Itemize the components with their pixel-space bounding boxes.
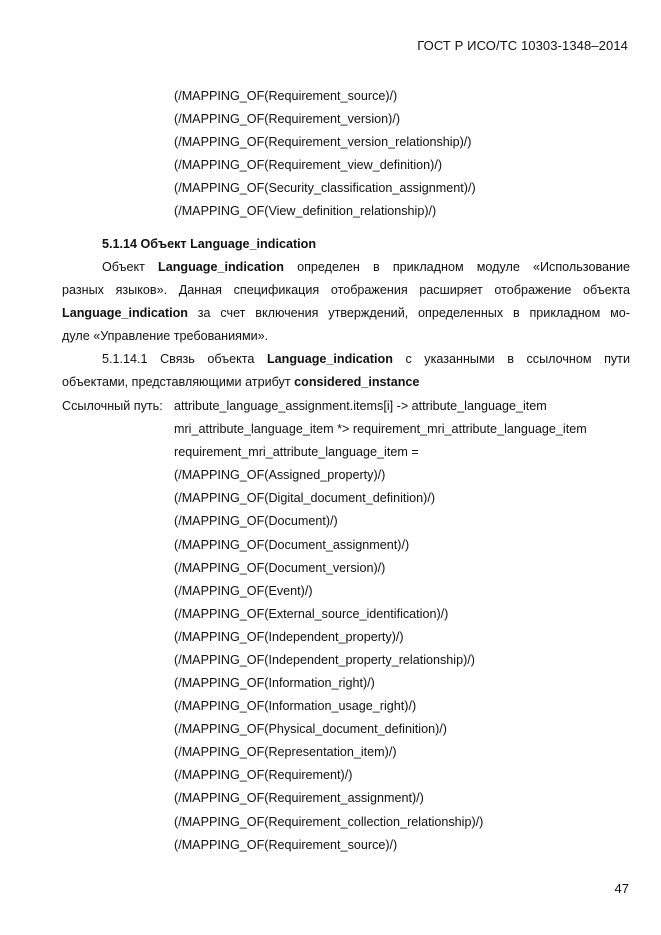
- mapping-line: (/MAPPING_OF(Requirement_version_relationship)/): [174, 135, 472, 149]
- mapping-line: (/MAPPING_OF(Requirement_collection_relationship)/): [174, 815, 484, 829]
- attribute-name: considered_instance: [294, 375, 420, 389]
- section-heading: 5.1.14 Объект Language_indication: [102, 237, 317, 251]
- mapping-line: (/MAPPING_OF(Event)/): [174, 584, 313, 598]
- mapping-line: (/MAPPING_OF(Requirement)/): [174, 768, 353, 782]
- entity-name: Language_indication: [266, 352, 393, 366]
- paragraph-line: дуле «Управление требованиями».: [62, 329, 269, 343]
- mapping-line: (/MAPPING_OF(External_source_identification)/): [174, 607, 449, 621]
- mapping-line: (/MAPPING_OF(Independent_property)/): [174, 630, 404, 644]
- mapping-line: (/MAPPING_OF(Physical_document_definition)/): [174, 722, 447, 736]
- standard-header: ГОСТ Р ИСО/ТС 10303-1348–2014: [417, 38, 628, 53]
- mapping-line: (/MAPPING_OF(Digital_document_definition)/): [174, 491, 436, 505]
- mapping-line: (/MAPPING_OF(Independent_property_relationship)/): [174, 653, 475, 667]
- mapping-line: (/MAPPING_OF(Document_version)/): [174, 561, 386, 575]
- ref-path-line: requirement_mri_attribute_language_item =: [174, 445, 419, 459]
- mapping-line: (/MAPPING_OF(Requirement_view_definition)/): [174, 158, 443, 172]
- entity-name: Language_indication: [62, 306, 188, 320]
- ref-path-label: Ссылочный путь:: [62, 399, 163, 413]
- page-number: 47: [614, 881, 629, 896]
- paragraph-line: разных языков». Данная спецификация отображения расширяет отображение объекта: [62, 283, 630, 297]
- entity-name: Language_indication: [158, 260, 284, 274]
- mapping-line: (/MAPPING_OF(Document)/): [174, 514, 338, 528]
- mapping-line: (/MAPPING_OF(Requirement_source)/): [174, 89, 398, 103]
- mapping-line: (/MAPPING_OF(Requirement_assignment)/): [174, 791, 424, 805]
- mapping-line: (/MAPPING_OF(View_definition_relationship)/): [174, 204, 437, 218]
- mapping-line: (/MAPPING_OF(Information_right)/): [174, 676, 375, 690]
- subsection-line: 5.1.14.1 Связь объекта Language_indication с указанными в ссылочном пути: [102, 352, 630, 366]
- mapping-line: (/MAPPING_OF(Requirement_source)/): [174, 838, 398, 852]
- mapping-line: (/MAPPING_OF(Assigned_property)/): [174, 468, 386, 482]
- mapping-line: (/MAPPING_OF(Requirement_version)/): [174, 112, 401, 126]
- paragraph-line: Объект Language_indication определен в прикладном модуле «Использование: [102, 260, 630, 274]
- ref-path-line: attribute_language_assignment.items[i] -> attribute_language_item: [174, 399, 547, 413]
- mapping-line: (/MAPPING_OF(Document_assignment)/): [174, 538, 410, 552]
- subsection-line: объектами, представляющими атрибут considered_instance: [62, 375, 420, 389]
- paragraph-line: Language_indication за счет включения утверждений, определенных в прикладном мо-: [62, 306, 630, 320]
- ref-path-line: mri_attribute_language_item *> requirement_mri_attribute_language_item: [174, 422, 587, 436]
- mapping-line: (/MAPPING_OF(Information_usage_right)/): [174, 699, 417, 713]
- mapping-line: (/MAPPING_OF(Representation_item)/): [174, 745, 397, 759]
- mapping-line: (/MAPPING_OF(Security_classification_assignment)/): [174, 181, 476, 195]
